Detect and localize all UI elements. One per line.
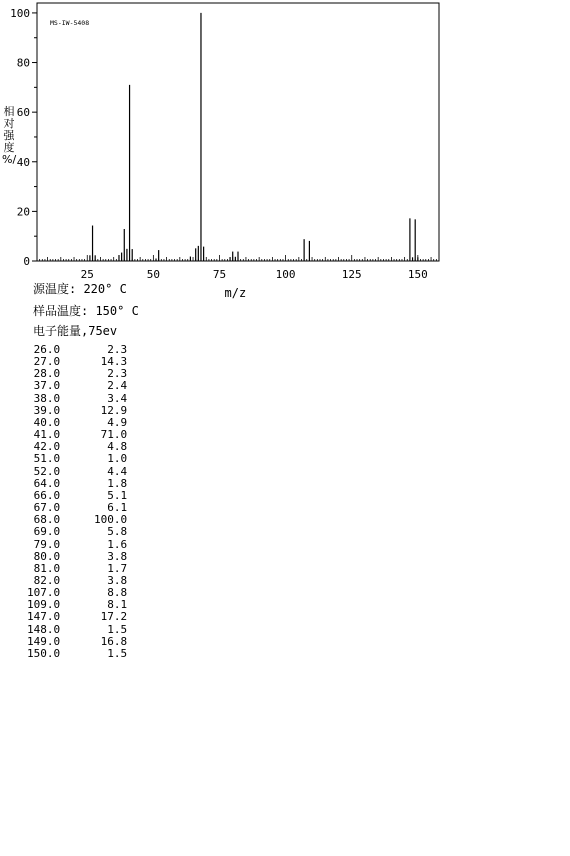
electron-energy: 电子能量,75ev [33,324,118,338]
intensity-cell: 5.1 [107,488,128,502]
table-row [27,526,127,538]
spectrum-svg [0,0,570,300]
mz-cell: 42.0 [33,440,61,454]
mz-cell: 107.0 [27,586,61,600]
mz-cell: 82.0 [33,573,61,587]
table-row [27,466,127,478]
x-tick-label: 50 [146,268,160,281]
intensity-cell: 17.2 [100,610,128,624]
intensity-cell: 5.8 [107,525,128,539]
mz-cell: 26.0 [33,343,61,356]
mz-cell: 67.0 [33,501,61,515]
intensity-cell: 100.0 [94,513,128,527]
intensity-cell: 1.5 [107,622,128,636]
intensity-cell: 4.4 [107,464,128,478]
y-tick-label: 80 [16,56,30,70]
intensity-cell: 4.9 [107,415,128,429]
mz-cell: 40.0 [33,415,61,429]
intensity-cell: 6.1 [107,501,128,515]
y-axis-label [2,106,16,166]
peak-table [27,344,127,660]
intensity-cell: 3.8 [107,549,128,563]
mz-cell: 68.0 [33,513,61,527]
intensity-cell: 1.6 [107,537,128,551]
intensity-cell: 71.0 [100,428,128,442]
mz-cell: 66.0 [33,488,61,502]
x-tick-label: 25 [80,268,94,281]
x-tick-label: 75 [212,268,227,281]
intensity-cell: 2.3 [107,343,128,356]
y-axis-label-char: %/ [2,153,17,166]
table-row [27,393,127,405]
y-tick-label: 100 [10,6,30,20]
y-tick-label: 60 [16,106,30,120]
mz-cell: 80.0 [33,549,61,563]
intensity-cell: 1.5 [107,646,128,660]
chart-title: MS-IW-5408 [50,19,90,27]
mz-cell: 51.0 [33,452,61,466]
intensity-cell: 2.4 [107,379,128,393]
x-tick-label: 150 [407,268,428,281]
intensity-cell: 1.7 [107,561,128,575]
y-axis-label-char: 度 [3,141,15,154]
intensity-cell: 1.8 [107,476,128,490]
mz-cell: 28.0 [33,367,61,381]
mz-cell: 149.0 [27,634,61,648]
mz-cell: 150.0 [27,646,61,660]
mz-cell: 38.0 [33,391,61,405]
intensity-cell: 4.8 [107,440,128,454]
table-row [27,551,127,563]
table-row [27,453,127,465]
y-axis-label-char: 相 [3,105,15,118]
x-tick-label: 100 [275,268,296,281]
mz-cell: 64.0 [33,476,61,490]
x-axis-label: m/z [224,286,247,300]
y-axis-label-char: 强 [3,129,15,142]
mz-cell: 79.0 [33,537,61,551]
y-axis-label-char: 对 [3,117,15,130]
table-row [27,539,127,551]
mz-cell: 37.0 [33,379,61,393]
mz-cell: 147.0 [27,610,61,624]
source-temperature: 源温度: 220° C [33,282,127,296]
intensity-cell: 2.3 [107,367,128,381]
y-tick-label: 40 [16,155,30,169]
table-row [27,611,127,623]
x-tick-label: 125 [341,268,362,281]
intensity-cell: 16.8 [100,634,128,648]
intensity-cell: 3.4 [107,391,128,405]
mz-cell: 27.0 [33,355,61,369]
sample-temperature: 样品温度: 150° C [33,304,139,318]
plot-frame [37,3,439,261]
intensity-cell: 12.9 [100,403,128,417]
mass-spectrum-chart [0,0,570,300]
mz-cell: 52.0 [33,464,61,478]
table-row [27,380,127,392]
intensity-cell: 1.0 [107,452,128,466]
intensity-cell: 3.8 [107,573,128,587]
y-tick-label: 20 [16,205,30,219]
mz-cell: 109.0 [27,598,61,612]
table-row [27,648,127,660]
mz-cell: 39.0 [33,403,61,417]
mz-cell: 81.0 [33,561,61,575]
mz-cell: 148.0 [27,622,61,636]
mz-cell: 69.0 [33,525,61,539]
mz-cell: 41.0 [33,428,61,442]
y-tick-label: 0 [23,255,30,268]
intensity-cell: 8.8 [107,586,128,600]
intensity-cell: 14.3 [100,355,128,369]
table-row [27,624,127,636]
intensity-cell: 8.1 [107,598,128,612]
